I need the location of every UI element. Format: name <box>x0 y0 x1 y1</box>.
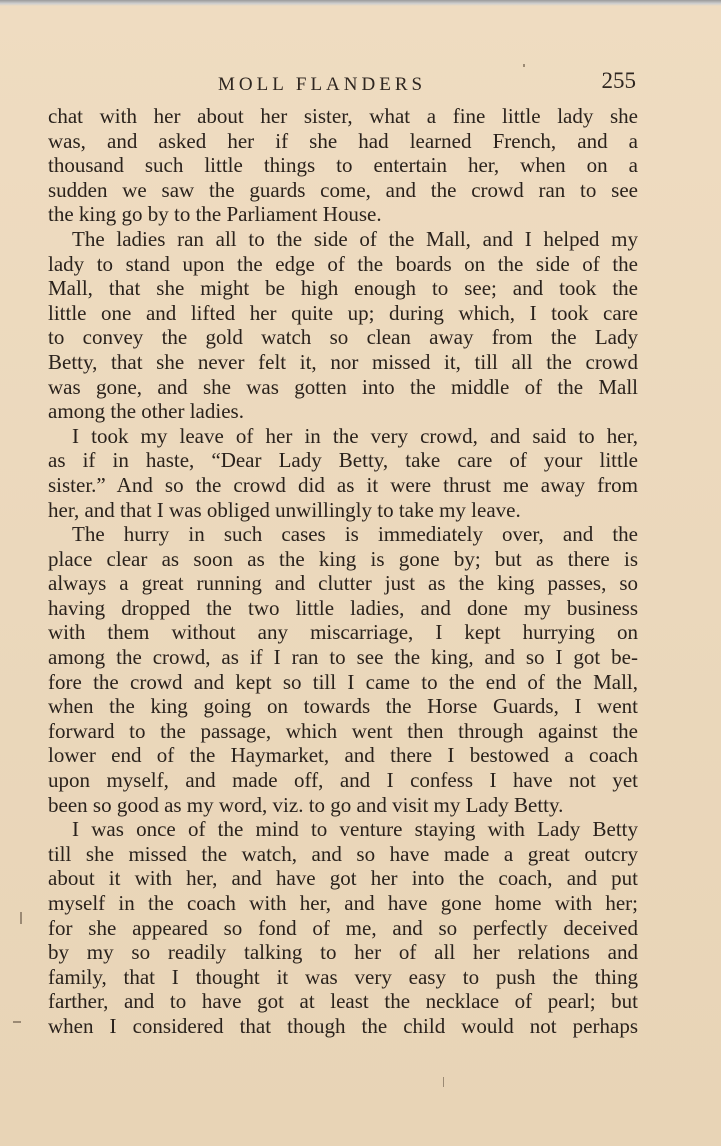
scan-edge <box>0 0 721 6</box>
text-line: Mall, that she might be high enough to see; and took the <box>48 276 638 301</box>
text-line: chat with her about her sister, what a fine little lady she <box>48 104 638 128</box>
text-line: was gone, and she was gotten into the middle of the Mall <box>48 374 638 399</box>
text-line: been so good as my word, viz. to go and visit my Lady Betty. <box>48 792 564 817</box>
text-line: when the king going on towards the Horse Guards, I went <box>48 694 638 719</box>
text-line: farther, and to have got at least the necklace of pearl; but <box>48 989 638 1014</box>
text-line: I took my leave of her in the very crowd, and said to her, <box>72 423 638 448</box>
running-title: MOLL FLANDERS <box>218 74 427 95</box>
paper-speck <box>523 64 525 67</box>
running-head <box>48 68 638 100</box>
text-line: family, that I thought it was very easy to push the thing <box>48 964 638 989</box>
text-line: lower end of the Haymarket, and there I bestowed a coach <box>48 743 638 768</box>
text-line: till she missed the watch, and so have made a great outcry <box>48 841 638 866</box>
paper-speck <box>443 1077 444 1087</box>
text-line: little one and lifted her quite up; during which, I took care <box>48 300 638 325</box>
text-line: forward to the passage, which went then through against the <box>48 718 638 743</box>
page-number: 255 <box>601 68 636 93</box>
text-line: her, and that I was obliged unwillingly to take my leave. <box>48 497 521 522</box>
text-line: fore the crowd and kept so till I came to the end of the Mall, <box>48 669 638 694</box>
text-line: The ladies ran all to the side of the Mall, and I helped my <box>72 226 638 251</box>
text-line: thousand such little things to entertain her, when on a <box>48 153 638 178</box>
text-line: by my so readily talking to her of all her relations and <box>48 940 638 965</box>
text-line: I was once of the mind to venture staying with Lady Betty <box>72 817 638 842</box>
text-line: about it with her, and have got her into the coach, and put <box>48 866 638 891</box>
text-line: as if in haste, “Dear Lady Betty, take care of your little <box>48 448 638 473</box>
text-line: with them without any miscarriage, I kept hurrying on <box>48 620 638 645</box>
text-line: sister.” And so the crowd did as it were thrust me away from <box>48 472 638 497</box>
text-line: among the other ladies. <box>48 399 244 424</box>
text-line: upon myself, and made off, and I confess I have not yet <box>48 768 638 793</box>
text-line: always a great running and clutter just as the king passes, so <box>48 571 638 596</box>
text-line: to convey the gold watch so clean away from the Lady <box>48 325 638 350</box>
text-line: the king go by to the Parliament House. <box>48 202 382 227</box>
text-line: was, and asked her if she had learned French, and a <box>48 128 638 153</box>
text-line: sudden we saw the guards come, and the crowd ran to see <box>48 177 638 202</box>
text-line: lady to stand upon the edge of the boards on the side of the <box>48 251 638 276</box>
text-line: for she appeared so fond of me, and so perfectly deceived <box>48 915 638 940</box>
margin-mark <box>20 912 22 924</box>
text-line: having dropped the two little ladies, and done my business <box>48 595 638 620</box>
text-line: myself in the coach with her, and have gone home with her; <box>48 891 638 915</box>
text-line: when I considered that though the child would not perhaps <box>48 1013 638 1038</box>
text-line: among the crowd, as if I ran to see the king, and so I got be- <box>48 645 638 670</box>
text-line: Betty, that she never felt it, nor missed it, till all the crowd <box>48 349 638 374</box>
text-line: The hurry in such cases is immediately over, and the <box>72 522 638 547</box>
margin-mark <box>13 1021 21 1023</box>
body-text <box>48 104 638 1039</box>
text-line: place clear as soon as the king is gone by; but as there is <box>48 546 638 571</box>
